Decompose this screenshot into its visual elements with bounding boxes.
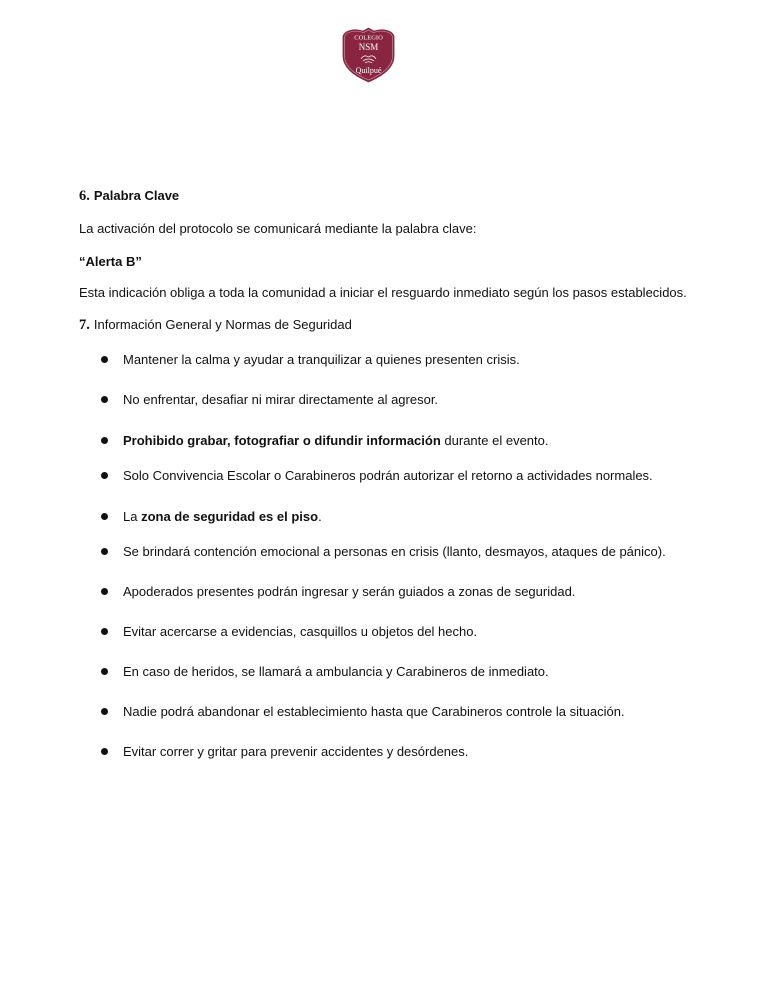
- section-6-heading: [79, 188, 179, 204]
- list-item: No enfrentar, desafiar ni mirar directamente al agresor.: [0, 392, 765, 410]
- shield-crest-icon: [341, 26, 396, 84]
- list-item: En caso de heridos, se llamará a ambulancia y Carabineros de inmediato.: [0, 664, 765, 682]
- list-item: Mantener la calma y ayudar a tranquilizar a quienes presenten crisis.: [0, 352, 765, 370]
- bullet-icon: [101, 748, 108, 755]
- section-7-heading: [79, 317, 352, 333]
- bullet-icon: [101, 472, 108, 479]
- school-logo: [341, 26, 396, 84]
- list-item: Apoderados presentes podrán ingresar y serán guiados a zonas de seguridad.: [0, 584, 765, 602]
- section-6-keyword: “Alerta B”: [79, 254, 142, 269]
- bullet-icon: [101, 708, 108, 715]
- section-6-number: 6.: [79, 188, 90, 204]
- logo-line-2: NSM: [358, 42, 379, 52]
- section-6-intro: La activación del protocolo se comunicará mediante la palabra clave:: [79, 221, 477, 236]
- bullet-icon: [101, 668, 108, 675]
- list-item: Nadie podrá abandonar el establecimiento hasta que Carabineros controle la situación.: [0, 704, 765, 722]
- section-7-title: Información General y Normas de Seguridad: [93, 317, 352, 332]
- list-item: Solo Convivencia Escolar o Carabineros podrán autorizar el retorno a actividades normales.: [0, 468, 765, 486]
- list-item: Se brindará contención emocional a personas en crisis (llanto, desmayos, ataques de pánico).: [0, 544, 765, 562]
- section-6-note: Esta indicación obliga a toda la comunidad a iniciar el resguardo inmediato según los pasos establecidos.: [79, 285, 687, 300]
- logo-line-3: Quilpué: [355, 66, 382, 75]
- list-item: Evitar acercarse a evidencias, casquillos u objetos del hecho.: [0, 624, 765, 642]
- list-item: Prohibido grabar, fotografiar o difundir información durante el evento.: [0, 433, 765, 451]
- bullet-icon: [101, 588, 108, 595]
- bullet-icon: [101, 628, 108, 635]
- bullet-icon: [101, 513, 108, 520]
- bullet-icon: [101, 548, 108, 555]
- section-6-title: Palabra Clave: [93, 188, 180, 203]
- list-item: Evitar correr y gritar para prevenir accidentes y desórdenes.: [0, 744, 765, 762]
- bullet-icon: [101, 396, 108, 403]
- logo-line-1: COLEGIO: [354, 34, 383, 42]
- bullet-icon: [101, 437, 108, 444]
- section-7-number: 7.: [79, 317, 90, 333]
- list-item: La zona de seguridad es el piso.: [0, 509, 765, 527]
- bullet-icon: [101, 356, 108, 363]
